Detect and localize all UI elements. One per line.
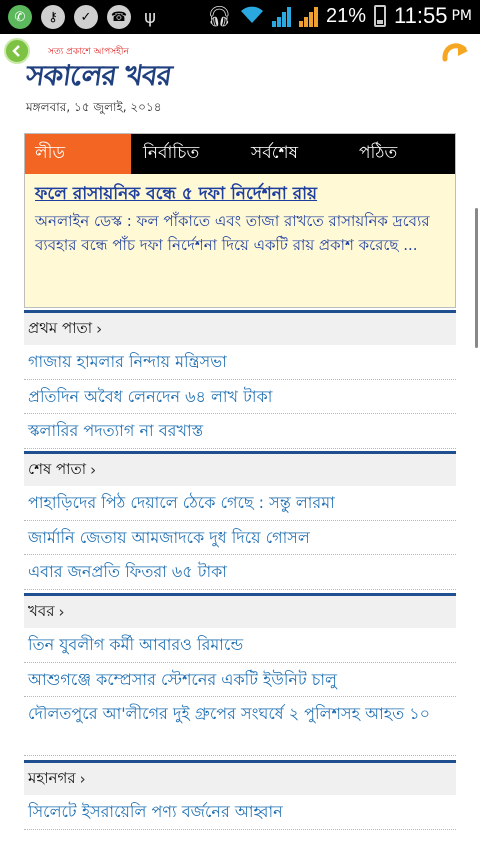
section-last-page: [24, 451, 456, 590]
signal-1-icon: [272, 5, 291, 27]
list-item[interactable]: স্কলারির পদত্যাগ না বরখাস্ত: [24, 414, 456, 449]
refresh-button[interactable]: [440, 37, 472, 67]
list-item[interactable]: প্রতিদিন অবৈধ লেনদেন ৬৪ লাখ টাকা: [24, 380, 456, 414]
scrollbar[interactable]: [475, 208, 478, 348]
featured-news-box: [24, 133, 456, 308]
chevron-right-icon: ›: [96, 320, 103, 338]
logo-tagline: সত্য প্রকাশে আপসহীন: [48, 47, 129, 57]
list-item[interactable]: এবার জনপ্রতি ফিতরা ৬৫ টাকা: [24, 555, 456, 590]
featured-story-title[interactable]: ফলে রাসায়নিক বন্ধে ৫ দফা নির্দেশনা রায়: [35, 184, 318, 204]
logo-name: সকালের খবর: [23, 59, 174, 92]
tab-lead[interactable]: লীড: [25, 134, 131, 174]
chevron-right-icon: ›: [90, 461, 97, 479]
battery-percent: 21%: [326, 4, 367, 27]
section-first-page: [24, 310, 456, 449]
featured-story: [25, 174, 455, 257]
chevron-right-icon: ›: [79, 770, 86, 788]
section-title: শেষ পাতা: [28, 459, 87, 478]
featured-story-summary: অনলাইন ডেস্ক : ফল পাঁকাতে এবং তাজা রাখতে রাসায়নিক দ্রব্যের ব্যবহার বন্ধে পাঁচ দফা নির্দেশনা দিয়ে একটি রায় প্রকাশ করেছে ...: [35, 212, 430, 254]
list-item[interactable]: সিলেটে ইসরায়েলি পণ্য বর্জনের আহ্বান: [24, 795, 456, 830]
wifi-icon: [240, 4, 264, 29]
list-item[interactable]: জার্মানি জেতায় আমজাদকে দুধ দিয়ে গোসল: [24, 521, 456, 555]
key-icon: ⚷: [41, 5, 65, 29]
list-item[interactable]: পাহাড়িদের পিঠ দেয়ালে ঠেকে গেছে : সন্তু লারমা: [24, 486, 456, 521]
notification-icons: [8, 5, 160, 29]
status-bar: [0, 0, 480, 34]
signal-2-icon: [299, 5, 318, 27]
section-header[interactable]: [24, 451, 456, 486]
phone-call-icon: ✆: [8, 5, 32, 29]
site-logo: [23, 46, 174, 101]
section-header[interactable]: [24, 760, 456, 795]
date-text: মঙ্গলবার, ১৫ জুলাই, ২০১৪: [26, 100, 162, 114]
tab-selected[interactable]: নির্বাচিত: [143, 143, 200, 163]
section-header[interactable]: [24, 310, 456, 345]
list-item[interactable]: আশুগঞ্জে কম্প্রেসার স্টেশনের একটি ইউনিট চালু: [24, 663, 456, 697]
section-title: প্রথম পাতা: [28, 318, 93, 337]
tab-bar: [25, 134, 455, 174]
missed-call-icon: ☎: [107, 5, 131, 29]
section-news: [24, 593, 456, 756]
list-item[interactable]: দৌলতপুরে আ'লীগের দুই গ্রুপের সংঘর্ষে ২ পুলিশসহ আহত ১০: [24, 697, 456, 756]
check-icon: ✓: [74, 5, 98, 29]
usb-icon: ψ: [144, 6, 156, 28]
system-icons: [207, 3, 472, 29]
arrow-left-icon: [10, 44, 24, 58]
section-title: খবর: [28, 601, 55, 620]
clock-time: 11:55: [394, 3, 448, 28]
section-header[interactable]: [24, 593, 456, 628]
section-title: মহানগর: [28, 768, 76, 787]
section-metropolis: [24, 760, 456, 830]
tab-most-read[interactable]: পঠিত: [359, 143, 398, 163]
refresh-icon: [440, 37, 472, 67]
chevron-right-icon: ›: [58, 603, 65, 621]
list-item[interactable]: গাজায় হামলার নিন্দায় মন্ত্রিসভা: [24, 345, 456, 380]
battery-icon: [374, 5, 386, 27]
tab-latest[interactable]: সর্বশেষ: [251, 143, 298, 163]
headset-icon: 🎧︎: [206, 4, 233, 28]
clock-ampm: PM: [451, 8, 472, 24]
list-item[interactable]: তিন যুবলীগ কর্মী আবারও রিমান্ডে: [24, 628, 456, 663]
